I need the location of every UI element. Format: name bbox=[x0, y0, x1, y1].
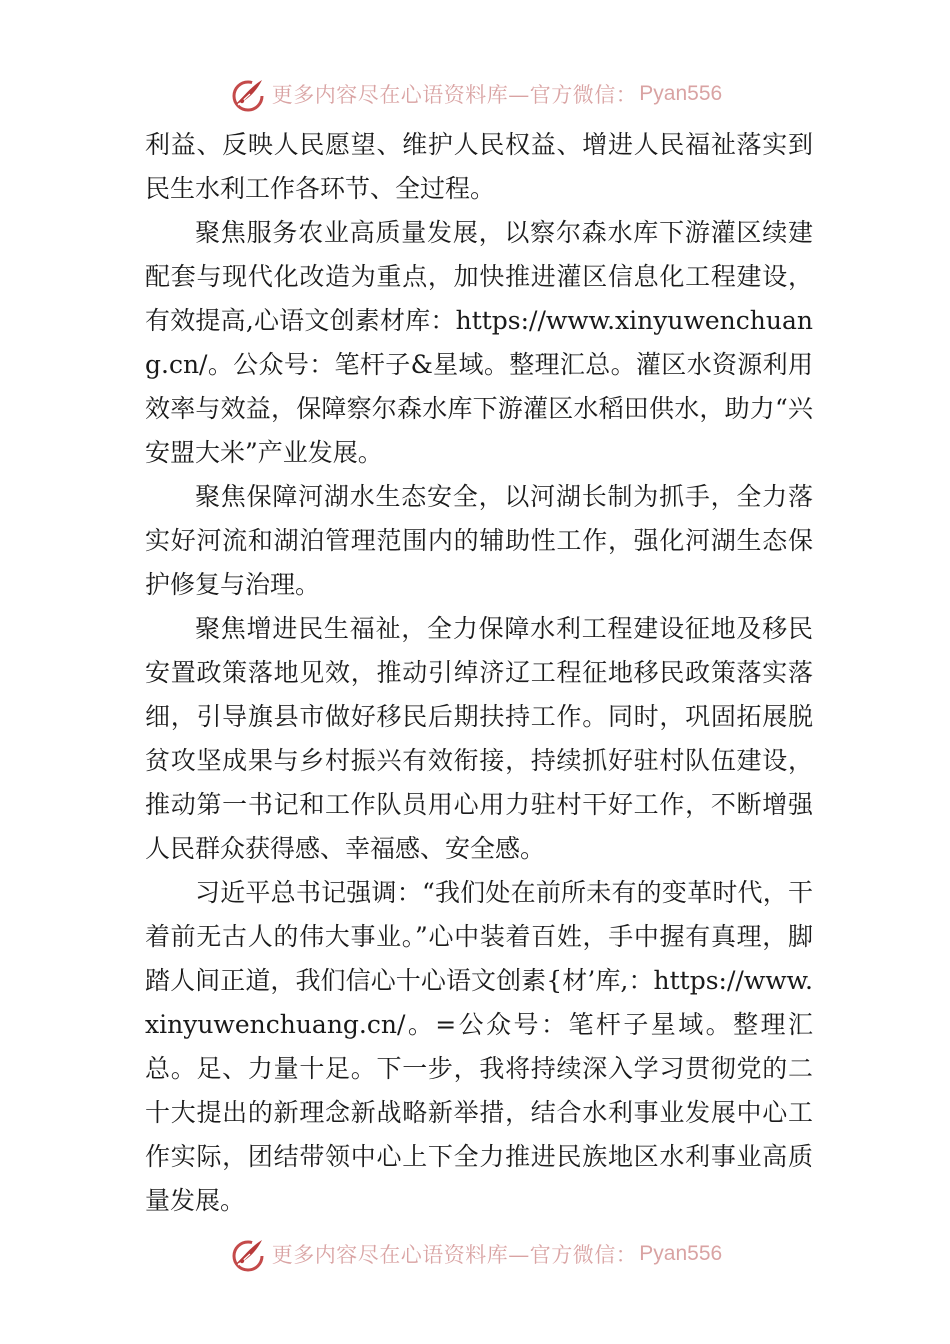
paragraph-livelihood: 聚焦增进民生福祉，全力保障水利工程建设征地及移民安置政策落地见效，推动引绰济辽工程征地移民政策落实落细，引导旗县市做好移民后期扶持工作。同时，巩固拓展脱贫攻坚成果与乡村振兴有效衔接，持续抓好驻村队伍建设，推动第一书记和工作队员用心用力驻村干好工作，不断增强人民群众获得感、幸福感、安全感。 bbox=[145, 614, 813, 863]
paragraph-conclusion: 习近平总书记强调：“我们处在前所未有的变革时代，干着前无古人的伟大事业。”心中装着百姓，手中握有真理，脚踏人间正道，我们信心十心语文创素{材’库,：https://www.xinyuwenchuang.cn/。=公众号：笔杆子星域。整理汇总。足、力量十足。下一步，我将持续深入学习贯彻党的二十大提出的新理念新战略新举措，结合水利事业发展中心工作实际，团结带领中心上下全力推进民族地区水利事业高质量发展。 bbox=[145, 878, 813, 1215]
header-watermark bbox=[0, 72, 950, 116]
paragraph-continuation: 利益、反映人民愿望、维护人民权益、增进人民福祉落实到民生水利工作各环节、全过程。 bbox=[145, 130, 813, 203]
watermark-wechat-id: Pyan556 bbox=[639, 1242, 723, 1265]
feather-quill-logo-icon bbox=[228, 1234, 268, 1274]
document-body bbox=[145, 123, 813, 1223]
feather-quill-logo-icon bbox=[228, 74, 268, 114]
paragraph-agriculture: 聚焦服务农业高质量发展，以察尔森水库下游灌区续建配套与现代化改造为重点，加快推进灌区信息化工程建设，有效提高,心语文创素材库：https://www.xinyuwenchuang.cn/。公众号：笔杆子&星域。整理汇总。灌区水资源利用效率与效益，保障察尔森水库下游灌区水稻田供水，助力“兴安盟大米”产业发展。 bbox=[145, 218, 813, 467]
watermark-text: 更多内容尽在心语资料库—官方微信： bbox=[271, 1243, 638, 1267]
watermark-wechat-id: Pyan556 bbox=[639, 82, 723, 105]
paragraph-river-lake-ecology: 聚焦保障河湖水生态安全，以河湖长制为抓手，全力落实好河流和湖泊管理范围内的辅助性工作，强化河湖生态保护修复与治理。 bbox=[145, 482, 813, 599]
footer-watermark bbox=[0, 1232, 950, 1276]
watermark-text: 更多内容尽在心语资料库—官方微信： bbox=[271, 83, 638, 107]
